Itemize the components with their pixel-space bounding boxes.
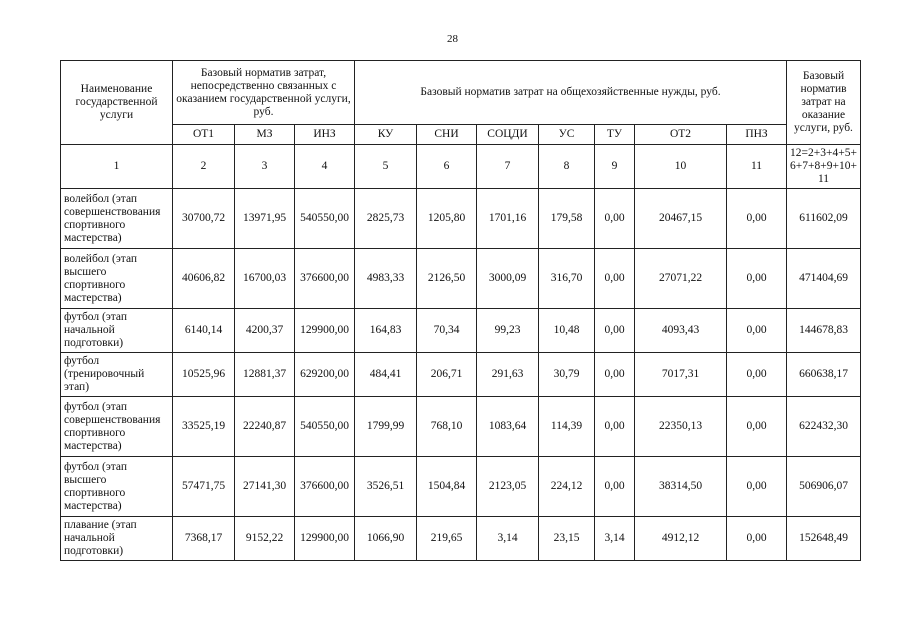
value-cell: 179,58 (539, 189, 595, 249)
value-cell: 2126,50 (417, 249, 477, 309)
code-cell: СНИ (417, 125, 477, 145)
value-cell: 1701,16 (477, 189, 539, 249)
column-number: 3 (235, 145, 295, 189)
value-cell: 768,10 (417, 397, 477, 457)
value-cell: 129900,00 (295, 517, 355, 561)
code-cell: ПНЗ (727, 125, 787, 145)
column-number: 2 (173, 145, 235, 189)
value-cell: 16700,03 (235, 249, 295, 309)
column-number: 6 (417, 145, 477, 189)
service-name-cell: футбол (этап высшего спортивного мастерства) (61, 457, 173, 517)
header-service-name: Наименование государственной услуги (61, 61, 173, 145)
header-row-codes (61, 125, 861, 145)
value-cell: 484,41 (355, 353, 417, 397)
column-number: 5 (355, 145, 417, 189)
table-row (61, 397, 861, 457)
value-cell: 0,00 (727, 353, 787, 397)
value-cell: 0,00 (727, 397, 787, 457)
value-cell: 3,14 (477, 517, 539, 561)
value-cell: 20467,15 (635, 189, 727, 249)
value-cell: 1066,90 (355, 517, 417, 561)
value-cell: 30,79 (539, 353, 595, 397)
value-cell: 27141,30 (235, 457, 295, 517)
value-cell: 376600,00 (295, 249, 355, 309)
value-cell: 33525,19 (173, 397, 235, 457)
table-row (61, 309, 861, 353)
value-cell: 114,39 (539, 397, 595, 457)
total-cell: 611602,09 (787, 189, 861, 249)
header-total-norm: Базовый норматив затрат на оказание услуги, руб. (787, 61, 861, 145)
value-cell: 0,00 (595, 249, 635, 309)
value-cell: 38314,50 (635, 457, 727, 517)
value-cell: 540550,00 (295, 189, 355, 249)
value-cell: 291,63 (477, 353, 539, 397)
column-number-formula: 12=2+3+4+5+6+7+8+9+10+11 (787, 145, 861, 189)
value-cell: 129900,00 (295, 309, 355, 353)
value-cell: 0,00 (727, 189, 787, 249)
value-cell: 3,14 (595, 517, 635, 561)
table-row (61, 249, 861, 309)
total-cell: 506906,07 (787, 457, 861, 517)
column-number: 4 (295, 145, 355, 189)
value-cell: 629200,00 (295, 353, 355, 397)
value-cell: 99,23 (477, 309, 539, 353)
value-cell: 4983,33 (355, 249, 417, 309)
value-cell: 7017,31 (635, 353, 727, 397)
cost-norms-table (60, 60, 861, 561)
table-row (61, 353, 861, 397)
total-cell: 144678,83 (787, 309, 861, 353)
total-cell: 471404,69 (787, 249, 861, 309)
value-cell: 40606,82 (173, 249, 235, 309)
value-cell: 1083,64 (477, 397, 539, 457)
header-row-numbers (61, 145, 861, 189)
code-cell: УС (539, 125, 595, 145)
value-cell: 224,12 (539, 457, 595, 517)
value-cell: 4200,37 (235, 309, 295, 353)
value-cell: 4093,43 (635, 309, 727, 353)
column-number: 9 (595, 145, 635, 189)
code-cell: ОТ1 (173, 125, 235, 145)
value-cell: 206,71 (417, 353, 477, 397)
value-cell: 4912,12 (635, 517, 727, 561)
value-cell: 2825,73 (355, 189, 417, 249)
value-cell: 0,00 (727, 517, 787, 561)
value-cell: 0,00 (595, 397, 635, 457)
value-cell: 0,00 (595, 309, 635, 353)
total-cell: 622432,30 (787, 397, 861, 457)
value-cell: 9152,22 (235, 517, 295, 561)
value-cell: 376600,00 (295, 457, 355, 517)
page-number: 28 (447, 33, 458, 45)
service-name-cell: футбол (этап совершенствования спортивного мастерства) (61, 397, 173, 457)
value-cell: 1504,84 (417, 457, 477, 517)
column-number: 11 (727, 145, 787, 189)
code-cell: МЗ (235, 125, 295, 145)
value-cell: 7368,17 (173, 517, 235, 561)
value-cell: 23,15 (539, 517, 595, 561)
value-cell: 22350,13 (635, 397, 727, 457)
service-name-cell: футбол (тренировочный этап) (61, 353, 173, 397)
column-number: 1 (61, 145, 173, 189)
value-cell: 316,70 (539, 249, 595, 309)
table-row (61, 189, 861, 249)
service-name-cell: волейбол (этап высшего спортивного мастерства) (61, 249, 173, 309)
value-cell: 3526,51 (355, 457, 417, 517)
code-cell: ИНЗ (295, 125, 355, 145)
column-number: 7 (477, 145, 539, 189)
value-cell: 1799,99 (355, 397, 417, 457)
value-cell: 0,00 (727, 309, 787, 353)
value-cell: 0,00 (595, 457, 635, 517)
service-name-cell: волейбол (этап совершенствования спортивного мастерства) (61, 189, 173, 249)
value-cell: 1205,80 (417, 189, 477, 249)
value-cell: 57471,75 (173, 457, 235, 517)
value-cell: 6140,14 (173, 309, 235, 353)
total-cell: 660638,17 (787, 353, 861, 397)
code-cell: ОТ2 (635, 125, 727, 145)
value-cell: 12881,37 (235, 353, 295, 397)
value-cell: 0,00 (727, 457, 787, 517)
code-cell: ТУ (595, 125, 635, 145)
total-cell: 152648,49 (787, 517, 861, 561)
value-cell: 0,00 (727, 249, 787, 309)
header-row-1 (61, 61, 861, 125)
table-row (61, 457, 861, 517)
value-cell: 10,48 (539, 309, 595, 353)
column-number: 8 (539, 145, 595, 189)
code-cell: КУ (355, 125, 417, 145)
value-cell: 0,00 (595, 189, 635, 249)
header-general-norm: Базовый норматив затрат на общехозяйственные нужды, руб. (355, 61, 787, 125)
table-row (61, 517, 861, 561)
value-cell: 540550,00 (295, 397, 355, 457)
value-cell: 27071,22 (635, 249, 727, 309)
column-number: 10 (635, 145, 727, 189)
service-name-cell: футбол (этап начальной подготовки) (61, 309, 173, 353)
value-cell: 30700,72 (173, 189, 235, 249)
value-cell: 0,00 (595, 353, 635, 397)
value-cell: 22240,87 (235, 397, 295, 457)
value-cell: 3000,09 (477, 249, 539, 309)
value-cell: 70,34 (417, 309, 477, 353)
value-cell: 219,65 (417, 517, 477, 561)
value-cell: 10525,96 (173, 353, 235, 397)
value-cell: 13971,95 (235, 189, 295, 249)
value-cell: 2123,05 (477, 457, 539, 517)
value-cell: 164,83 (355, 309, 417, 353)
service-name-cell: плавание (этап начальной подготовки) (61, 517, 173, 561)
header-direct-norm: Базовый норматив затрат, непосредственно связанных с оказанием государственной услуги, руб. (173, 61, 355, 125)
code-cell: СОЦДИ (477, 125, 539, 145)
